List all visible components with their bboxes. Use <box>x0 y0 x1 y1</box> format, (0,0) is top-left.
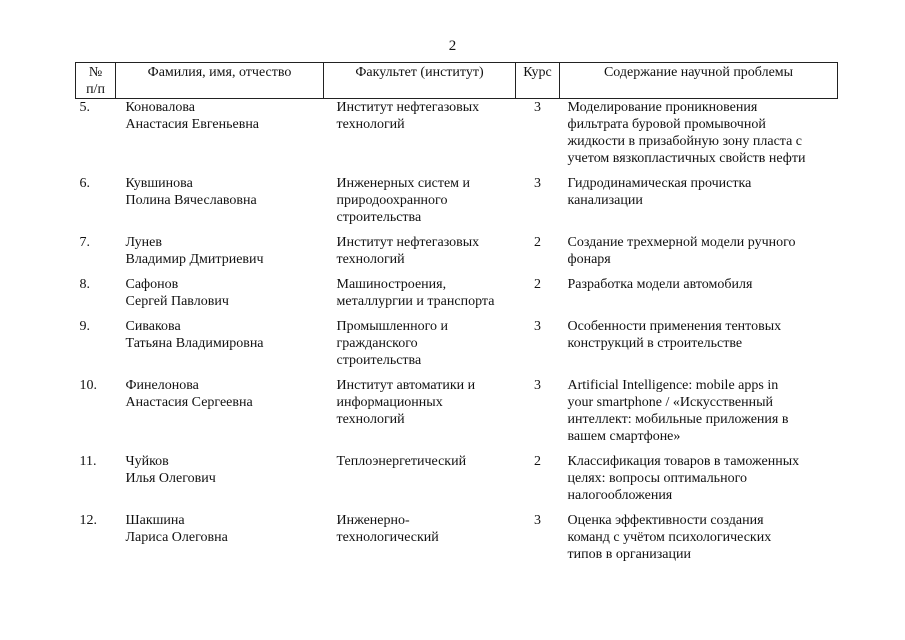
full-name-cell <box>116 276 324 318</box>
page-number: 2 <box>448 38 457 54</box>
research-topic-line: Разработка модели автомобиля <box>567 277 753 292</box>
research-topic-cell <box>560 453 838 512</box>
full-name-line: Сивакова <box>125 319 181 334</box>
research-topic-cell <box>560 512 838 571</box>
research-topic-cell <box>560 234 838 276</box>
research-topic-line: жидкости в призабойную зону пласта с <box>567 134 803 149</box>
faculty-cell <box>324 512 516 571</box>
header-row <box>76 63 838 99</box>
faculty-line: Институт нефтегазовых <box>336 235 480 250</box>
course-cell: 3 <box>534 378 541 393</box>
research-topic-line: команд с учётом психологических <box>567 530 772 545</box>
research-topic-cell <box>560 377 838 453</box>
header-full-name: Фамилия, имя, отчество <box>116 63 324 99</box>
research-topic-line: учетом вязкопластичных свойств нефти <box>567 151 806 166</box>
full-name-line: Финелонова <box>125 378 199 393</box>
research-topic-cell <box>560 175 838 234</box>
header-course: Курс <box>516 63 560 99</box>
course-cell: 3 <box>534 513 541 528</box>
full-name-line: Шакшина <box>125 513 185 528</box>
research-topic-line: канализации <box>567 193 643 208</box>
full-name-cell <box>116 318 324 377</box>
row-number-cell: 12. <box>79 513 97 528</box>
research-topic-line: Artificial Intelligence: mobile apps in <box>567 378 779 393</box>
faculty-line: информационных <box>336 395 443 410</box>
header-topic: Содержание научной проблемы <box>560 63 838 99</box>
research-topic-line: Создание трехмерной модели ручного <box>567 235 796 250</box>
table-body <box>76 99 838 572</box>
research-topic-cell <box>560 276 838 318</box>
faculty-cell <box>324 377 516 453</box>
full-name-line: Лунев <box>125 235 162 250</box>
participants-table <box>75 62 838 571</box>
faculty-line: Промышленного и <box>336 319 448 334</box>
research-topic-cell <box>560 99 838 176</box>
header-number-line: № <box>88 65 103 80</box>
row-number-cell: 11. <box>79 454 97 469</box>
faculty-line: Институт автоматики и <box>336 378 476 393</box>
full-name-line: Полина Вячеславовна <box>125 193 257 208</box>
faculty-line: технологий <box>336 252 405 267</box>
research-topic-line: Гидродинамическая прочистка <box>567 176 752 191</box>
row-number-cell: 5. <box>79 100 90 115</box>
research-topic-line: интеллект: мобильные приложения в <box>567 412 789 427</box>
course-cell: 2 <box>534 454 541 469</box>
research-topic-line: Моделирование проникновения <box>567 100 758 115</box>
row-number-cell: 10. <box>79 378 97 393</box>
faculty-line: строительства <box>336 210 422 225</box>
full-name-line: Владимир Дмитриевич <box>125 252 264 267</box>
faculty-line: природоохранного <box>336 193 448 208</box>
table-header <box>76 63 838 99</box>
table-row <box>76 175 838 234</box>
full-name-line: Сафонов <box>125 277 179 292</box>
header-number-line: п/п <box>86 82 105 97</box>
full-name-line: Анастасия Сергеевна <box>125 395 253 410</box>
full-name-line: Чуйков <box>125 454 169 469</box>
full-name-line: Сергей Павлович <box>125 294 229 309</box>
course-cell: 2 <box>534 277 541 292</box>
faculty-line: Машиностроения, <box>336 277 447 292</box>
course-cell: 3 <box>534 100 541 115</box>
faculty-line: металлургии и транспорта <box>336 294 495 309</box>
row-number-cell: 8. <box>79 277 90 292</box>
faculty-line: технологический <box>336 530 439 545</box>
faculty-line: технологий <box>336 117 405 132</box>
faculty-cell <box>324 234 516 276</box>
research-topic-line: вашем смартфоне» <box>567 429 681 444</box>
faculty-line: Инженерно- <box>336 513 410 528</box>
row-number-cell: 9. <box>79 319 90 334</box>
faculty-cell <box>324 99 516 176</box>
row-number-cell: 6. <box>79 176 90 191</box>
table-row <box>76 377 838 453</box>
research-topic-line: Особенности применения тентовых <box>567 319 782 334</box>
table-row <box>76 276 838 318</box>
research-topic-line: фильтрата буровой промывочной <box>567 117 766 132</box>
faculty-line: Институт нефтегазовых <box>336 100 480 115</box>
research-topic-line: Классификация товаров в таможенных <box>567 454 800 469</box>
research-topic-cell <box>560 318 838 377</box>
research-topic-line: целях: вопросы оптимального <box>567 471 747 486</box>
faculty-line: Теплоэнергетический <box>336 454 467 469</box>
research-topic-line: типов в организации <box>567 547 691 562</box>
course-cell: 3 <box>534 319 541 334</box>
faculty-line: Инженерных систем и <box>336 176 471 191</box>
full-name-cell <box>116 99 324 176</box>
research-topic-line: фонаря <box>567 252 611 267</box>
table-row <box>76 512 838 571</box>
research-topic-line: налогообложения <box>567 488 673 503</box>
faculty-cell <box>324 276 516 318</box>
faculty-cell <box>324 318 516 377</box>
course-cell: 2 <box>534 235 541 250</box>
faculty-cell <box>324 453 516 512</box>
research-topic-line: Оценка эффективности создания <box>567 513 764 528</box>
research-topic-line: your smartphone / «Искусственный <box>567 395 773 410</box>
table-row <box>76 99 838 176</box>
full-name-line: Татьяна Владимировна <box>125 336 264 351</box>
full-name-cell <box>116 512 324 571</box>
faculty-line: гражданского <box>336 336 418 351</box>
full-name-line: Кувшинова <box>125 176 193 191</box>
table-row <box>76 234 838 276</box>
research-topic-line: конструкций в строительстве <box>567 336 743 351</box>
table-row <box>76 453 838 512</box>
full-name-cell <box>116 175 324 234</box>
full-name-line: Лариса Олеговна <box>125 530 228 545</box>
full-name-cell <box>116 377 324 453</box>
full-name-cell <box>116 234 324 276</box>
row-number-cell: 7. <box>79 235 90 250</box>
full-name-cell <box>116 453 324 512</box>
header-faculty: Факультет (институт) <box>324 63 516 99</box>
header-number <box>76 63 116 99</box>
faculty-line: строительства <box>336 353 422 368</box>
faculty-line: технологий <box>336 412 405 427</box>
full-name-line: Илья Олегович <box>125 471 216 486</box>
course-cell: 3 <box>534 176 541 191</box>
full-name-line: Анастасия Евгеньевна <box>125 117 260 132</box>
table-row <box>76 318 838 377</box>
faculty-cell <box>324 175 516 234</box>
full-name-line: Коновалова <box>125 100 196 115</box>
